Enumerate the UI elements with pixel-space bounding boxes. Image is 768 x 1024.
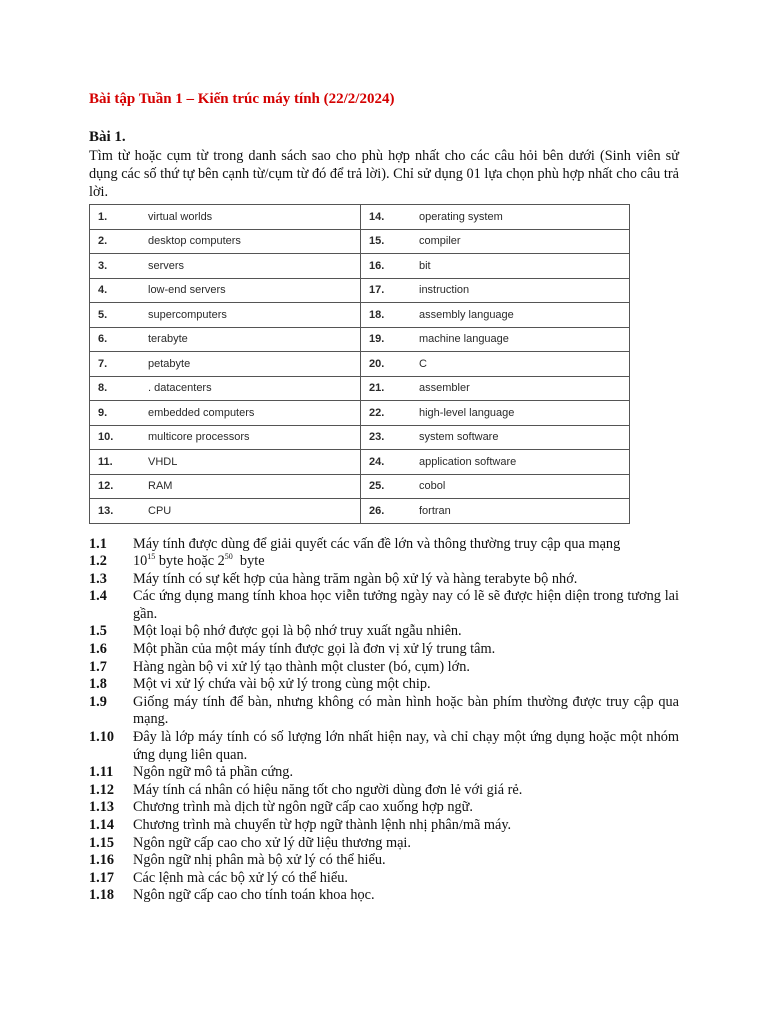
question-number: 1.5 xyxy=(89,623,107,640)
question-item xyxy=(89,588,679,623)
term-text: virtual worlds xyxy=(148,210,213,223)
question-number: 1.2 xyxy=(89,553,107,570)
table-row xyxy=(90,229,630,254)
question-text: Ngôn ngữ nhị phân mà bộ xử lý có thể hiểu. xyxy=(133,852,386,869)
question-item xyxy=(89,852,679,870)
term-cell xyxy=(361,352,630,377)
term-text: operating system xyxy=(419,210,503,223)
term-text: . datacenters xyxy=(148,382,212,395)
term-cell xyxy=(361,327,630,352)
question-number: 1.9 xyxy=(89,693,107,710)
question-number: 1.14 xyxy=(89,817,115,833)
question-number: 1.18 xyxy=(89,887,115,904)
question-text-part: byte hoặc 2 xyxy=(155,553,225,570)
term-cell xyxy=(90,376,361,401)
term-number: 20. xyxy=(369,357,385,370)
term-text: VHDL xyxy=(148,455,178,468)
term-number: 13. xyxy=(98,504,114,517)
question-number: 1.12 xyxy=(89,781,115,798)
term-cell xyxy=(361,303,630,328)
term-number: 24. xyxy=(369,455,385,468)
term-text: assembler xyxy=(419,382,470,395)
exercise-heading: Bài 1. xyxy=(89,129,126,145)
question-item xyxy=(89,553,679,571)
table-row xyxy=(90,327,630,352)
term-number: 1. xyxy=(98,210,108,223)
question-item xyxy=(89,676,679,694)
term-number: 11. xyxy=(98,455,113,468)
question-text: Chương trình mà chuyển từ hợp ngữ thành lệnh nhị phân/mã máy. xyxy=(133,817,512,833)
term-cell xyxy=(361,474,630,499)
term-text: application software xyxy=(419,455,517,468)
term-number: 23. xyxy=(369,431,385,444)
question-item xyxy=(89,870,679,888)
term-number: 16. xyxy=(369,259,385,272)
term-number: 22. xyxy=(369,406,385,419)
term-text: instruction xyxy=(419,284,470,297)
table-row xyxy=(90,376,630,401)
term-text: supercomputers xyxy=(148,308,227,321)
question-number: 1.8 xyxy=(89,676,107,693)
question-number: 1.6 xyxy=(89,641,107,658)
question-number: 1.17 xyxy=(89,869,115,886)
term-number: 18. xyxy=(369,308,385,321)
question-text: Các ứng dụng mang tính khoa học viễn tưởng ngày nay có lẽ sẽ được hiện diện trong tương lai gần. xyxy=(133,588,679,622)
exponent: 50 xyxy=(224,552,233,562)
term-text: fortran xyxy=(419,504,451,517)
term-number: 10. xyxy=(98,431,114,444)
term-cell xyxy=(361,499,630,524)
question-item xyxy=(89,623,679,641)
question-text: Ngôn ngữ mô tả phần cứng. xyxy=(133,764,294,781)
term-cell xyxy=(361,450,630,475)
table-row xyxy=(90,205,630,230)
question-item xyxy=(89,835,679,853)
page-title: Bài tập Tuần 1 – Kiến trúc máy tính (22/2/2024) xyxy=(89,91,395,107)
question-item xyxy=(89,764,679,782)
term-cell xyxy=(90,205,361,230)
question-item xyxy=(89,782,679,800)
term-number: 9. xyxy=(98,406,108,419)
term-number: 3. xyxy=(98,259,108,272)
term-number: 6. xyxy=(98,333,108,346)
question-text: Đây là lớp máy tính có số lượng lớn nhất hiện nay, và chỉ chạy một ứng dụng hoặc một nhóm ứng dụng liên quan. xyxy=(133,729,679,763)
question-text: Máy tính cá nhân có hiệu năng tốt cho người dùng đơn lẻ với giá rẻ. xyxy=(133,781,523,798)
question-number: 1.15 xyxy=(89,834,115,851)
question-text-part: 10 xyxy=(133,553,148,570)
term-text: CPU xyxy=(148,504,172,517)
question-text xyxy=(133,553,679,571)
instructions-paragraph: Tìm từ hoặc cụm từ trong danh sách sao cho phù hợp nhất cho các câu hỏi bên dưới (Sinh viên sử dụng các số thứ tự bên cạnh từ/cụm từ đó để trả lời). Chỉ sử dụng 01 lựa chọn phù hợp nhất cho câu trả lời. xyxy=(89,148,679,200)
question-text: Giống máy tính để bàn, nhưng không có màn hình hoặc bàn phím thường được truy cập qua mạng. xyxy=(133,693,679,728)
term-cell xyxy=(90,499,361,524)
term-text: system software xyxy=(419,431,499,444)
term-cell xyxy=(90,474,361,499)
table-row xyxy=(90,254,630,279)
term-cell xyxy=(361,205,630,230)
term-text: RAM xyxy=(148,480,173,493)
term-number: 2. xyxy=(98,235,108,248)
term-cell xyxy=(90,229,361,254)
table-row xyxy=(90,278,630,303)
question-text: Các lệnh mà các bộ xử lý có thể hiểu. xyxy=(133,869,348,886)
worksheet-page xyxy=(89,90,679,905)
term-cell xyxy=(90,303,361,328)
term-number: 15. xyxy=(369,235,385,248)
question-text: Máy tính có sự kết hợp của hàng trăm ngàn bộ xử lý và hàng terabyte bộ nhớ. xyxy=(133,570,578,587)
table-row xyxy=(90,352,630,377)
term-text: embedded computers xyxy=(148,406,255,419)
term-cell xyxy=(361,229,630,254)
terms-table xyxy=(89,204,630,524)
table-row xyxy=(90,450,630,475)
question-number: 1.16 xyxy=(89,852,115,869)
question-text: Chương trình mà dịch từ ngôn ngữ cấp cao xuống hợp ngữ. xyxy=(133,799,473,816)
term-cell xyxy=(90,425,361,450)
term-number: 14. xyxy=(369,210,385,223)
term-cell xyxy=(90,327,361,352)
term-number: 26. xyxy=(369,504,385,517)
term-text: petabyte xyxy=(148,357,191,370)
table-row xyxy=(90,499,630,524)
question-text: Một vi xử lý chứa vài bộ xử lý trong cùng một chip. xyxy=(133,676,431,693)
term-text: cobol xyxy=(419,480,446,493)
term-text: assembly language xyxy=(419,308,514,321)
question-number: 1.3 xyxy=(89,570,107,587)
question-number: 1.1 xyxy=(89,535,107,552)
question-number: 1.13 xyxy=(89,799,115,816)
term-number: 7. xyxy=(98,357,108,370)
term-cell xyxy=(361,425,630,450)
question-text: Một loại bộ nhớ được gọi là bộ nhớ truy xuất ngẫu nhiên. xyxy=(133,623,462,640)
term-cell xyxy=(361,254,630,279)
question-text-part: byte xyxy=(232,553,265,570)
question-number: 1.4 xyxy=(89,588,107,605)
question-text: Ngôn ngữ cấp cao cho tính toán khoa học. xyxy=(133,887,375,904)
term-number: 12. xyxy=(98,480,114,493)
term-cell xyxy=(90,254,361,279)
question-text: Hàng ngàn bộ vi xử lý tạo thành một cluster (bó, cụm) lớn. xyxy=(133,658,470,675)
term-text: multicore processors xyxy=(148,431,250,444)
term-cell xyxy=(90,352,361,377)
term-cell xyxy=(90,450,361,475)
term-cell xyxy=(361,376,630,401)
term-number: 19. xyxy=(369,333,385,346)
exponent: 15 xyxy=(147,552,156,562)
term-text: bit xyxy=(419,259,431,272)
term-text: low-end servers xyxy=(148,284,226,297)
table-row xyxy=(90,303,630,328)
term-text: desktop computers xyxy=(148,235,241,248)
term-number: 21. xyxy=(369,382,385,395)
question-text: Một phần của một máy tính được gọi là đơn vị xử lý trung tâm. xyxy=(133,641,496,658)
term-number: 5. xyxy=(98,308,108,321)
table-row xyxy=(90,401,630,426)
term-text: high-level language xyxy=(419,406,515,419)
term-text: C xyxy=(419,357,427,370)
question-text: Máy tính được dùng để giải quyết các vấn đề lớn và thông thường truy cập qua mạng xyxy=(133,535,621,552)
term-number: 25. xyxy=(369,480,385,493)
term-cell xyxy=(90,401,361,426)
question-item xyxy=(89,887,679,905)
table-row xyxy=(90,474,630,499)
term-text: machine language xyxy=(419,333,509,346)
question-number: 1.7 xyxy=(89,658,107,675)
question-number: 1.11 xyxy=(89,764,114,781)
question-item xyxy=(89,799,679,817)
question-item xyxy=(89,641,679,659)
term-number: 8. xyxy=(98,382,108,395)
question-item xyxy=(89,694,679,729)
question-item xyxy=(89,659,679,677)
term-text: terabyte xyxy=(148,333,188,346)
term-cell xyxy=(361,278,630,303)
question-item xyxy=(89,817,679,835)
question-item xyxy=(89,729,679,764)
question-item xyxy=(89,536,679,554)
table-row xyxy=(90,425,630,450)
term-text: servers xyxy=(148,259,185,272)
term-text: compiler xyxy=(419,235,461,248)
term-number: 4. xyxy=(98,284,108,297)
question-item xyxy=(89,571,679,589)
term-number: 17. xyxy=(369,284,385,297)
term-cell xyxy=(361,401,630,426)
question-list xyxy=(89,536,679,905)
question-text: Ngôn ngữ cấp cao cho xử lý dữ liệu thương mại. xyxy=(133,834,411,851)
term-cell xyxy=(90,278,361,303)
question-number: 1.10 xyxy=(89,729,115,746)
